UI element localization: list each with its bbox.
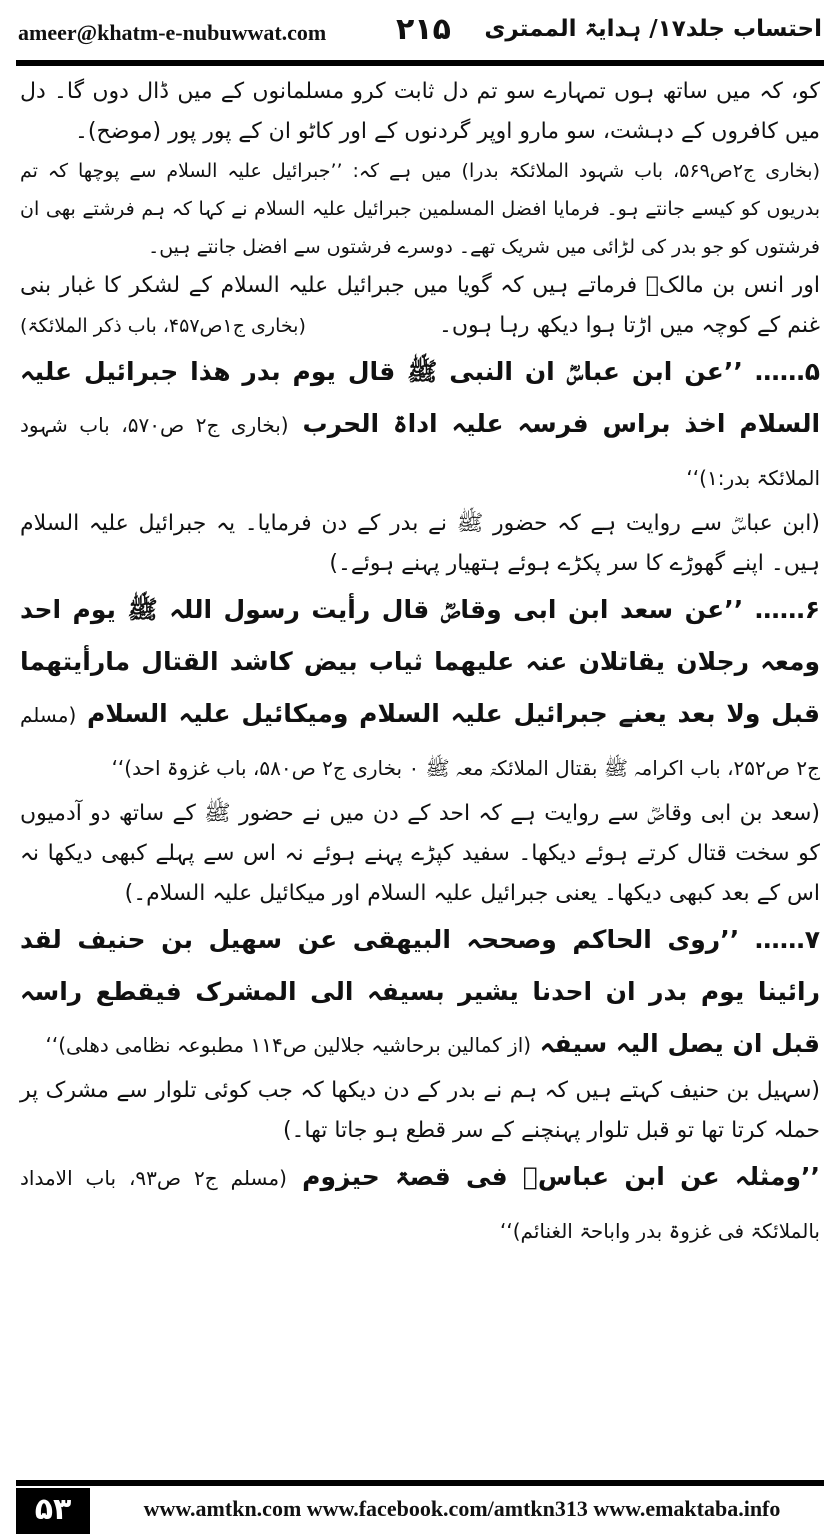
arabic-text: ۷…… ’’روی الحاکم وصححہ البیھقی عن سھیل بن حنیف لقد رائینا یوم بدر ان احدنا یشیر بسیفہ الی المشرک فیقطع راسہ قبل ان یصل الیہ سیفہ [20, 925, 820, 1058]
paragraph-urdu: کو، کہ میں ساتھ ہوں تمہارے سو تم دل ثابت کرو مسلمانوں کے میں ڈال دوں گا۔ دل میں کافروں کے دہشت، سو مارو اوپر گردنوں کے اور کاٹو ان کے پور پور (موضح)۔ [20, 79, 820, 144]
citation: (بخاری ج۱ص۴۵۷، باب ذکر الملائکۃ) [20, 315, 306, 337]
arabic-text: ’’ومثلہ عن ابن عباسؓ فی قصۃ حیزوم [302, 1162, 820, 1191]
header-rule [16, 60, 824, 66]
paragraph-urdu: (بخاری ج۲ص۵۶۹، باب شہود الملائکۃ بدرا) میں ہے کہ: ’’جبرائیل علیہ السلام سے پوچھا کہ تم بدریوں کو کیسے جانتے ہو۔ فرمایا افضل المسلمین جبرائیل علیہ السلام نے کہا کہ ہم فرشتے بھی ان فرشتوں کو جو بدر کی لڑائی میں شریک تھے۔ دوسرے فرشتوں سے افضل جانتے ہیں۔ [20, 160, 821, 258]
page-body [20, 72, 820, 1462]
paragraph-arabic [20, 914, 820, 1071]
arabic-reference: (بخاری ج۲ ص۵۷۰، باب شہود الملائکۃ بدر:۱)‘‘ [20, 413, 820, 490]
footer-links: www.amtkn.com www.facebook.com/amtkn313 www.emaktaba.info [143, 1496, 781, 1521]
arabic-reference: (مسلم ج۲ ص۹۳، باب الامداد بالملائکۃ فی غزوۃ بدر واباحۃ الغنائم)‘‘ [20, 1166, 820, 1243]
arabic-text: ۵…… ’’عن ابن عباسؓ ان النبی ﷺ قال یوم بدر ھذا جبرائیل علیہ السلام اخذ براس فرسہ علیہ اداۃ الحرب [20, 357, 821, 438]
arabic-reference: (مسلم ج۲ ص۲۵۲، باب اکرامہ ﷺ بقتال الملائکۃ معہ ﷺ ۰ بخاری ج۲ ص۵۸۰، باب غزوۃ احد)‘‘ [20, 703, 820, 780]
footer-page-number: ۵۳ [16, 1488, 90, 1534]
paragraph-arabic [20, 584, 820, 794]
arabic-reference: (از کمالین برحاشیہ جلالین ص۱۱۴ مطبوعہ نظامی دھلی)‘‘ [45, 1033, 532, 1057]
header-page-number: ۲۱۵ [396, 12, 451, 47]
footer-rule [16, 1480, 824, 1486]
arabic-text: ۶…… ’’عن سعد ابن ابی وقاصؓ قال رأیت رسول اللہ ﷺ یوم احد ومعہ رجلان یقاتلان عنہ علیھما ثیاب بیض کاشد القتال مارأیتھما قبل ولا بعد یعنے جبرائیل علیہ السلام ومیکائیل علیہ السلام [20, 595, 820, 728]
paragraph-urdu: (سعد بن ابی وقاصؓ سے روایت ہے کہ احد کے دن میں نے حضور ﷺ کے ساتھ دو آدمیوں کو سخت قتال کرتے ہوئے دیکھا۔ سفید کپڑے پہنے ہوئے نہ اس سے پہلے کبھی دیکھا نہ اس کے بعد کبھی دیکھا۔ یعنی جبرائیل علیہ السلام اور میکائیل علیہ السلام۔) [20, 801, 820, 906]
paragraph-urdu [20, 266, 820, 346]
header-title: احتساب جلد۱۷/ ہدایۃ الممتری [484, 16, 822, 42]
paragraph-arabic [20, 346, 820, 504]
paragraph-urdu: (ابن عباسؓ سے روایت ہے کہ حضور ﷺ نے بدر کے دن فرمایا۔ یہ جبرائیل علیہ السلام ہیں۔ اپنے گھوڑے کا سر پکڑے ہوئے ہتھیار پہنے ہوئے۔) [20, 511, 820, 576]
page-header [18, 6, 822, 58]
paragraph-arabic [20, 1151, 820, 1257]
paragraph-urdu: (سہیل بن حنیف کہتے ہیں کہ ہم نے بدر کے دن دیکھا کہ جب کوئی تلوار سے مشرک پر حملہ کرتا تھا تو قبل تلوار پہنچنے کے سر قطع ہو جاتا تھا۔) [20, 1078, 820, 1143]
paragraph-text: اور انس بن مالکؓ فرماتے ہیں کہ گویا میں جبرائیل علیہ السلام کے لشکر کا غبار بنی غنم کے کوچہ میں اڑتا ہوا دیکھ رہا ہوں۔ [20, 273, 820, 338]
header-email: ameer@khatm-e-nubuwwat.com [18, 20, 327, 45]
